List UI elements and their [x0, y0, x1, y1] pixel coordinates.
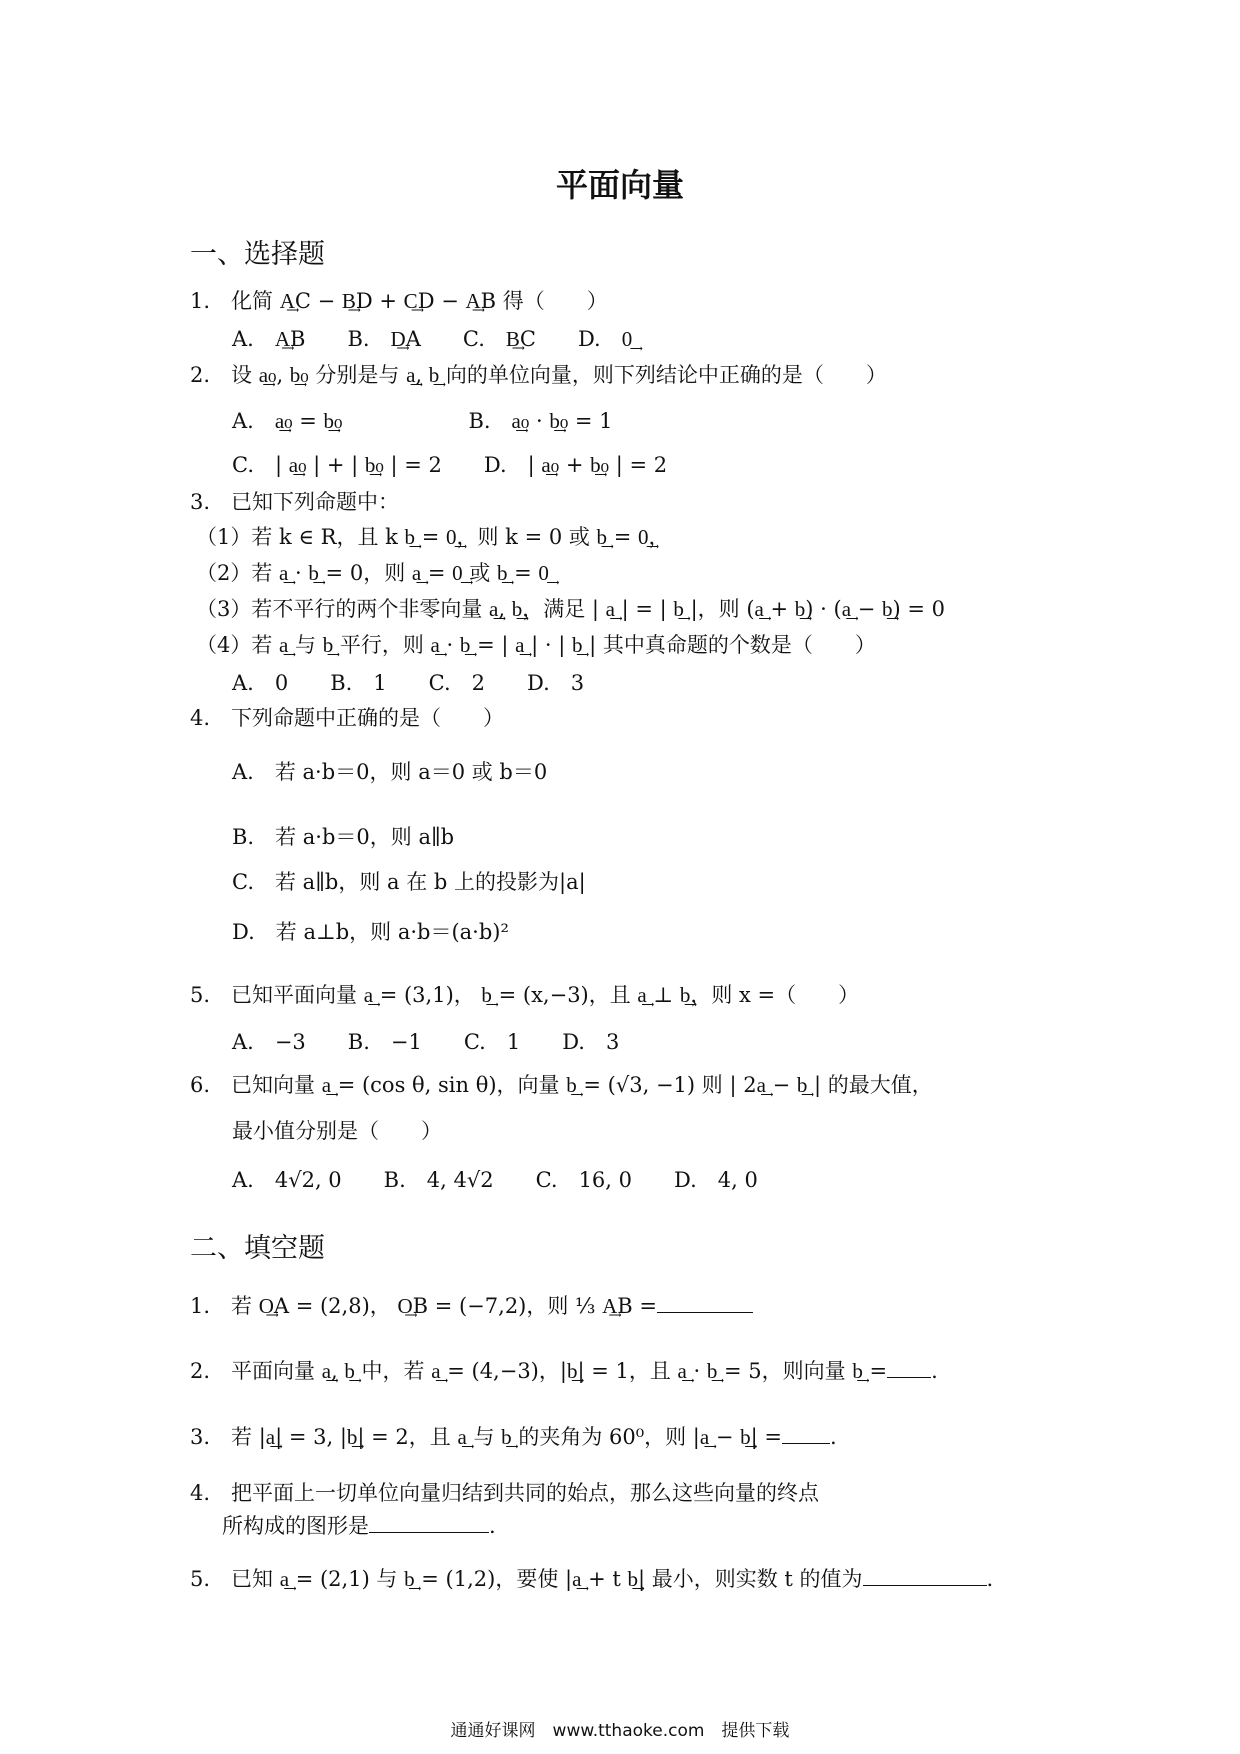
fill-3-period: .	[830, 1425, 837, 1449]
section-heading-choice: 一、选择题	[190, 239, 325, 270]
fill-2	[190, 1356, 938, 1386]
section-heading-fill: 二、填空题	[190, 1233, 325, 1264]
fill-1	[190, 1291, 753, 1321]
fill-3	[190, 1422, 837, 1452]
fill-4-period: .	[489, 1514, 496, 1538]
q1-stem: 1. 化简 A͢C − B͢D + C͢D − A͢B 得（ ）	[190, 289, 608, 313]
q5-stem: 5. 已知平面向量 a͢ = (3,1)， b͢ = (x,−3)，且 a͢ ⊥ b͢，则 x =（ ）	[190, 983, 860, 1007]
q4-stem: 4. 下列命题中正确的是（ ）	[190, 706, 505, 730]
q5-options: A. −3 B. −1 C. 1 D. 3	[232, 1030, 620, 1054]
q3-proposition-3: （3）若不平行的两个非零向量 a͢, b͢，满足 | a͢ | = | b͢ |，则 (a͢ + b͢) · (a͢ − b͢) = 0	[196, 597, 945, 621]
fill-1-blank	[657, 1292, 753, 1313]
q4-option-d: D. 若 a⊥b，则 a·b＝(a·b)²	[232, 920, 509, 944]
fill-1-text: 1. 若 O͢A = (2,8)， O͢B = (−7,2)，则 ⅓ A͢B =	[190, 1294, 657, 1318]
q2-options-ab: A. a͢₀ = b͢₀ B. a͢₀ · b͢₀ = 1	[232, 409, 613, 433]
fill-2-text: 2. 平面向量 a͢, b͢ 中，若 a͢ = (4,−3)，|b͢| = 1，且 a͢ · b͢ = 5，则向量 b͢ =	[190, 1359, 888, 1383]
fill-4-line-1: 4. 把平面上一切单位向量归结到共同的始点，那么这些向量的终点	[190, 1481, 820, 1505]
q2-options-cd: C. | a͢₀ | + | b͢₀ | = 2 D. | a͢₀ + b͢₀ | = 2	[232, 453, 668, 477]
q3-options: A. 0 B. 1 C. 2 D. 3	[232, 671, 585, 695]
q6-options: A. 4√2, 0 B. 4, 4√2 C. 16, 0 D. 4, 0	[232, 1168, 758, 1192]
q4-option-c: C. 若 a∥b，则 a 在 b 上的投影为|a|	[232, 870, 586, 894]
q4-option-a: A. 若 a·b＝0，则 a＝0 或 b＝0	[232, 760, 548, 784]
q1-options: A. A͢B B. D͢A C. B͢C D. 0͢	[232, 327, 633, 351]
q6-stem: 6. 已知向量 a͢ = (cos θ, sin θ)，向量 b͢ = (√3, −1) 则 | 2a͢ − b͢ | 的最大值，	[190, 1073, 933, 1097]
fill-5-text: 5. 已知 a͢ = (2,1) 与 b͢ = (1,2)，要使 |a͢ + t b͢| 最小，则实数 t 的值为	[190, 1567, 863, 1591]
fill-2-blank	[887, 1357, 931, 1378]
fill-5-period: .	[986, 1567, 994, 1591]
fill-4-text: 所构成的图形是	[222, 1514, 369, 1538]
page-title: 平面向量	[555, 166, 684, 204]
fill-4-line-2	[222, 1511, 496, 1541]
q3-proposition-2: （2）若 a͢ · b͢ = 0，则 a͢ = 0͢ 或 b͢ = 0͢	[196, 561, 549, 585]
q2-stem: 2. 设 a͢₀, b͢₀ 分别是与 a͢, b͢ 向的单位向量，则下列结论中正确的是（ ）	[190, 363, 887, 387]
q3-stem: 3. 已知下列命题中：	[190, 490, 400, 514]
q3-proposition-1: （1）若 k ∈ R，且 k b͢ = 0͢，则 k = 0 或 b͢ = 0͢，	[196, 525, 670, 549]
q4-option-b: B. 若 a·b＝0，则 a∥b	[232, 825, 455, 849]
fill-5-blank	[863, 1565, 987, 1586]
fill-2-period: .	[931, 1359, 938, 1383]
q3-proposition-4: （4）若 a͢ 与 b͢ 平行，则 a͢ · b͢ = | a͢ | · | b͢ | 其中真命题的个数是（ ）	[196, 633, 876, 657]
fill-3-text: 3. 若 |a͢| = 3, |b͢| = 2，且 a͢ 与 b͢ 的夹角为 60⁰，则 |a͢ − b͢| =	[190, 1425, 782, 1449]
page-footer: 通通好课网 www.tthaoke.com 提供下载	[450, 1721, 790, 1741]
fill-5	[190, 1564, 993, 1594]
fill-4-blank	[369, 1512, 489, 1533]
q6-stem-continued: 最小值分别是（ ）	[232, 1119, 442, 1143]
fill-3-blank	[782, 1423, 830, 1444]
